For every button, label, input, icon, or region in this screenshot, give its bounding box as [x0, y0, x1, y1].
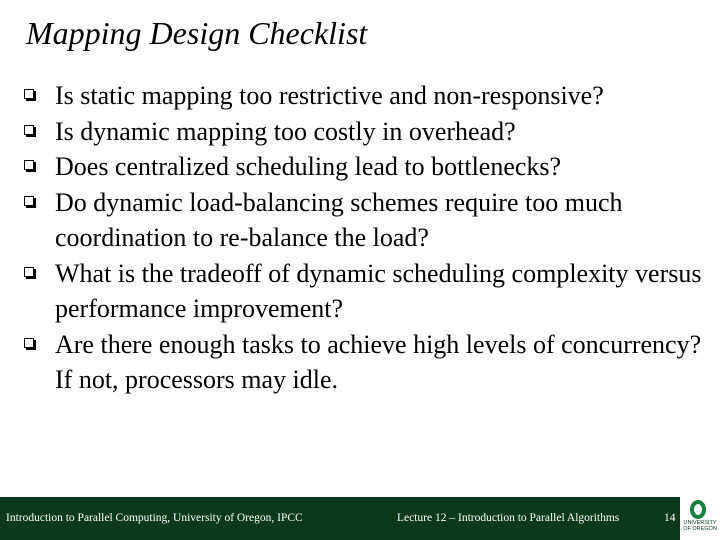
checkbox-bullet-icon	[24, 196, 34, 206]
footer-bar	[0, 497, 680, 540]
bullet-text: Do dynamic load-balancing schemes require too much coordination to re-balance the load?	[55, 187, 623, 252]
page-number: 14	[664, 512, 676, 524]
footer-lecture-text: Lecture 12 – Introduction to Parallel Algorithms	[397, 512, 620, 524]
checkbox-bullet-icon	[24, 267, 34, 277]
bullet-text: Are there enough tasks to achieve high levels of concurrency? If not, processors may idle.	[55, 329, 702, 394]
footer-course-text: Introduction to Parallel Computing, University of Oregon, IPCC	[6, 512, 303, 524]
bullet-item	[24, 78, 704, 114]
bullet-item	[24, 114, 704, 150]
checkbox-bullet-icon	[24, 89, 34, 99]
bullet-text: What is the tradeoff of dynamic scheduling complexity versus performance improvement?	[55, 258, 702, 323]
bullet-item	[24, 149, 704, 185]
logo-text: UNIVERSITY OF OREGON	[683, 520, 717, 532]
bullet-text: Does centralized scheduling lead to bottlenecks?	[55, 152, 562, 181]
oregon-o-icon	[690, 500, 706, 519]
checkbox-bullet-icon	[24, 338, 34, 348]
university-logo	[680, 497, 720, 540]
checkbox-bullet-icon	[24, 160, 34, 170]
bullet-text: Is dynamic mapping too costly in overhead?	[55, 116, 516, 146]
slide-title: Mapping Design Checklist	[26, 15, 368, 51]
bullet-list	[24, 78, 704, 398]
bullet-item	[24, 185, 704, 256]
checkbox-bullet-icon	[24, 125, 34, 135]
bullet-text: Is static mapping too restrictive and non-responsive?	[55, 81, 604, 110]
bullet-item	[24, 256, 704, 327]
bullet-item	[24, 327, 704, 398]
